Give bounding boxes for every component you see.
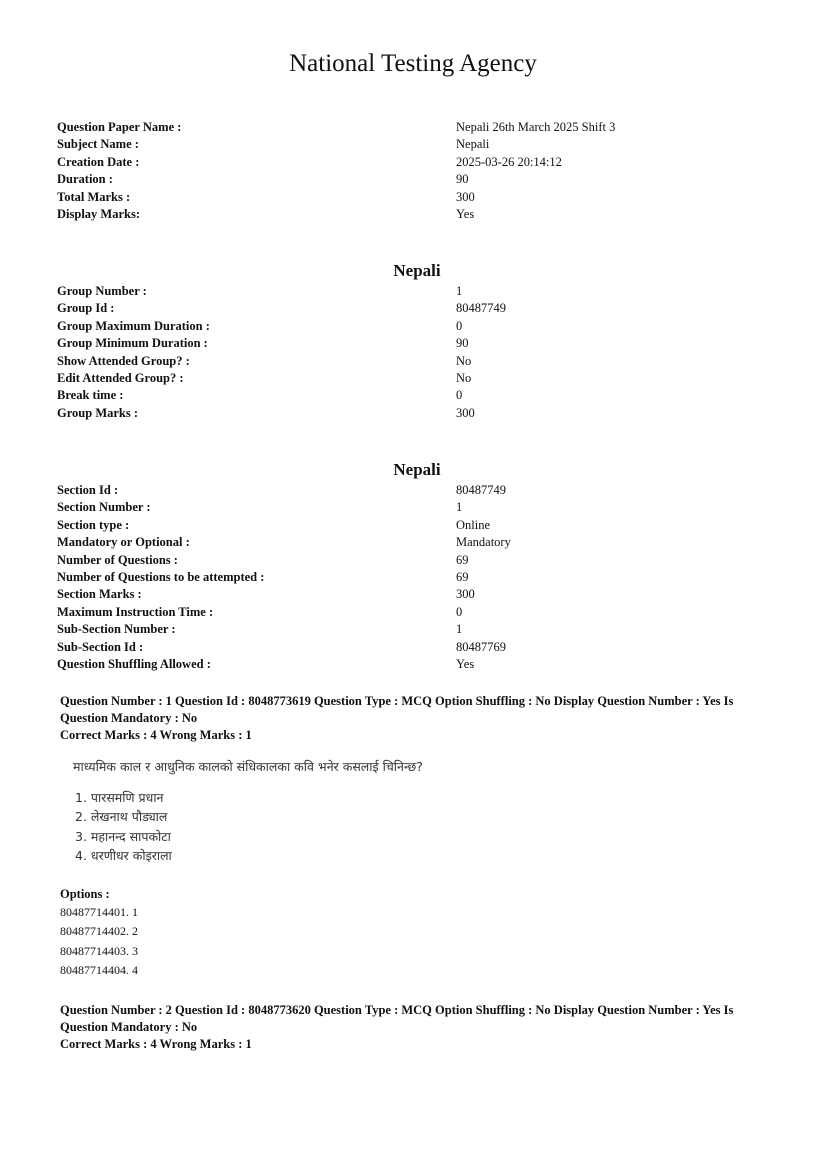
group-value: No (456, 353, 472, 368)
question-header-line: Question Number : 2 Question Id : 8048773620 Question Type : MCQ Option Shuffling : No Display Question Number : Yes Is (60, 1003, 734, 1017)
info-key: Creation Date : (57, 154, 140, 169)
info-value: 2025-03-26 20:14:12 (456, 154, 562, 169)
question-mandatory-line: Question Mandatory : No (60, 1019, 198, 1034)
group-row (57, 283, 757, 300)
section-key: Section Marks : (57, 587, 142, 602)
group-key: Group Marks : (57, 405, 139, 420)
group-row (57, 405, 757, 422)
group-row (57, 318, 757, 335)
info-row (57, 119, 757, 136)
section-key: Section Id : (57, 483, 119, 497)
question-mandatory-line: Question Mandatory : No (60, 710, 198, 725)
section-row (57, 656, 757, 673)
section-key: Number of Questions to be attempted : (57, 569, 265, 584)
info-key: Subject Name : (57, 137, 139, 152)
section-key: Section Number : (57, 500, 151, 515)
options-label: Options : (60, 887, 110, 901)
group-value: No (456, 370, 472, 385)
question-1-header (60, 693, 760, 744)
section-row (57, 621, 757, 638)
section-key: Sub-Section Number : (57, 622, 176, 637)
page-title: National Testing Agency (289, 50, 537, 77)
group-key: Group Maximum Duration : (57, 318, 210, 333)
info-key: Duration : (57, 172, 113, 187)
section-value: 0 (456, 604, 463, 619)
section-key: Mandatory or Optional : (57, 535, 190, 550)
choice-item: 2. लेखनाथ पौड्याल (75, 809, 168, 825)
group-value: 1 (456, 284, 463, 298)
section-value: Online (456, 517, 491, 532)
section-value: 69 (456, 552, 469, 567)
group-info-table (57, 283, 757, 422)
group-value: 90 (456, 336, 469, 351)
info-key: Total Marks : (57, 189, 131, 204)
section-row (57, 499, 757, 516)
option-id-list (60, 903, 138, 980)
section-key: Maximum Instruction Time : (57, 604, 214, 619)
section-row (57, 639, 757, 656)
question-header-line: Question Number : 1 Question Id : 8048773619 Question Type : MCQ Option Shuffling : No Display Question Number : Yes Is (60, 694, 734, 708)
section-value: 300 (456, 587, 475, 602)
question-marks: Correct Marks : 4 Wrong Marks : 1 (60, 728, 252, 742)
section-row (57, 552, 757, 569)
section-value: Yes (456, 656, 475, 671)
section-row (57, 604, 757, 621)
group-heading: Nepali (393, 261, 441, 280)
question-1-choices (75, 788, 172, 865)
paper-info-table (57, 119, 757, 223)
section-row (57, 569, 757, 586)
section-heading: Nepali (393, 460, 441, 479)
section-key: Number of Questions : (57, 552, 178, 567)
info-value: Nepali 26th March 2025 Shift 3 (456, 120, 616, 134)
group-row (57, 370, 757, 387)
group-value: 300 (456, 405, 475, 420)
info-row (57, 206, 757, 223)
info-row (57, 171, 757, 188)
question-1-text: माध्यमिक काल र आधुनिक कालको संधिकालका कवि भनेर कसलाई चिनिन्छ? (73, 759, 423, 774)
group-key: Group Id : (57, 301, 115, 316)
info-value: 90 (456, 172, 469, 187)
info-row (57, 154, 757, 171)
choice-item: 1. पारसमणि प्रधान (75, 790, 164, 805)
group-row (57, 335, 757, 352)
info-key: Question Paper Name : (57, 120, 182, 134)
section-row (57, 534, 757, 551)
section-key: Section type : (57, 517, 130, 532)
info-key: Display Marks: (57, 206, 140, 221)
group-row (57, 353, 757, 370)
info-value: Nepali (456, 137, 490, 152)
section-value: Mandatory (456, 535, 511, 550)
group-key: Group Minimum Duration : (57, 336, 208, 351)
section-row (57, 517, 757, 534)
group-value: 0 (456, 318, 463, 333)
section-value: 1 (456, 622, 463, 637)
section-key: Sub-Section Id : (57, 639, 144, 654)
section-value: 80487749 (456, 483, 506, 497)
section-value: 80487769 (456, 639, 506, 654)
info-value: Yes (456, 206, 475, 221)
choice-item: 4. धरणीधर कोइराला (75, 847, 172, 863)
section-row (57, 482, 757, 499)
section-info-table (57, 482, 757, 673)
group-key: Show Attended Group? : (57, 353, 190, 368)
option-id: 80487714404. 4 (60, 962, 138, 977)
group-value: 80487749 (456, 301, 506, 316)
option-id: 80487714403. 3 (60, 943, 138, 958)
group-row (57, 387, 757, 404)
option-id: 80487714401. 1 (60, 905, 138, 919)
group-key: Group Number : (57, 284, 147, 298)
option-id: 80487714402. 2 (60, 924, 138, 939)
choice-item: 3. महानन्द सापकोटा (75, 828, 171, 844)
group-value: 0 (456, 388, 463, 403)
info-value: 300 (456, 189, 475, 204)
group-row (57, 300, 757, 317)
section-row (57, 586, 757, 603)
section-key: Question Shuffling Allowed : (57, 656, 211, 671)
group-key: Break time : (57, 388, 124, 403)
info-row (57, 136, 757, 153)
section-value: 69 (456, 569, 469, 584)
group-key: Edit Attended Group? : (57, 370, 184, 385)
info-row (57, 189, 757, 206)
section-value: 1 (456, 500, 463, 515)
question-2-header (60, 1002, 760, 1053)
question-marks: Correct Marks : 4 Wrong Marks : 1 (60, 1037, 252, 1051)
